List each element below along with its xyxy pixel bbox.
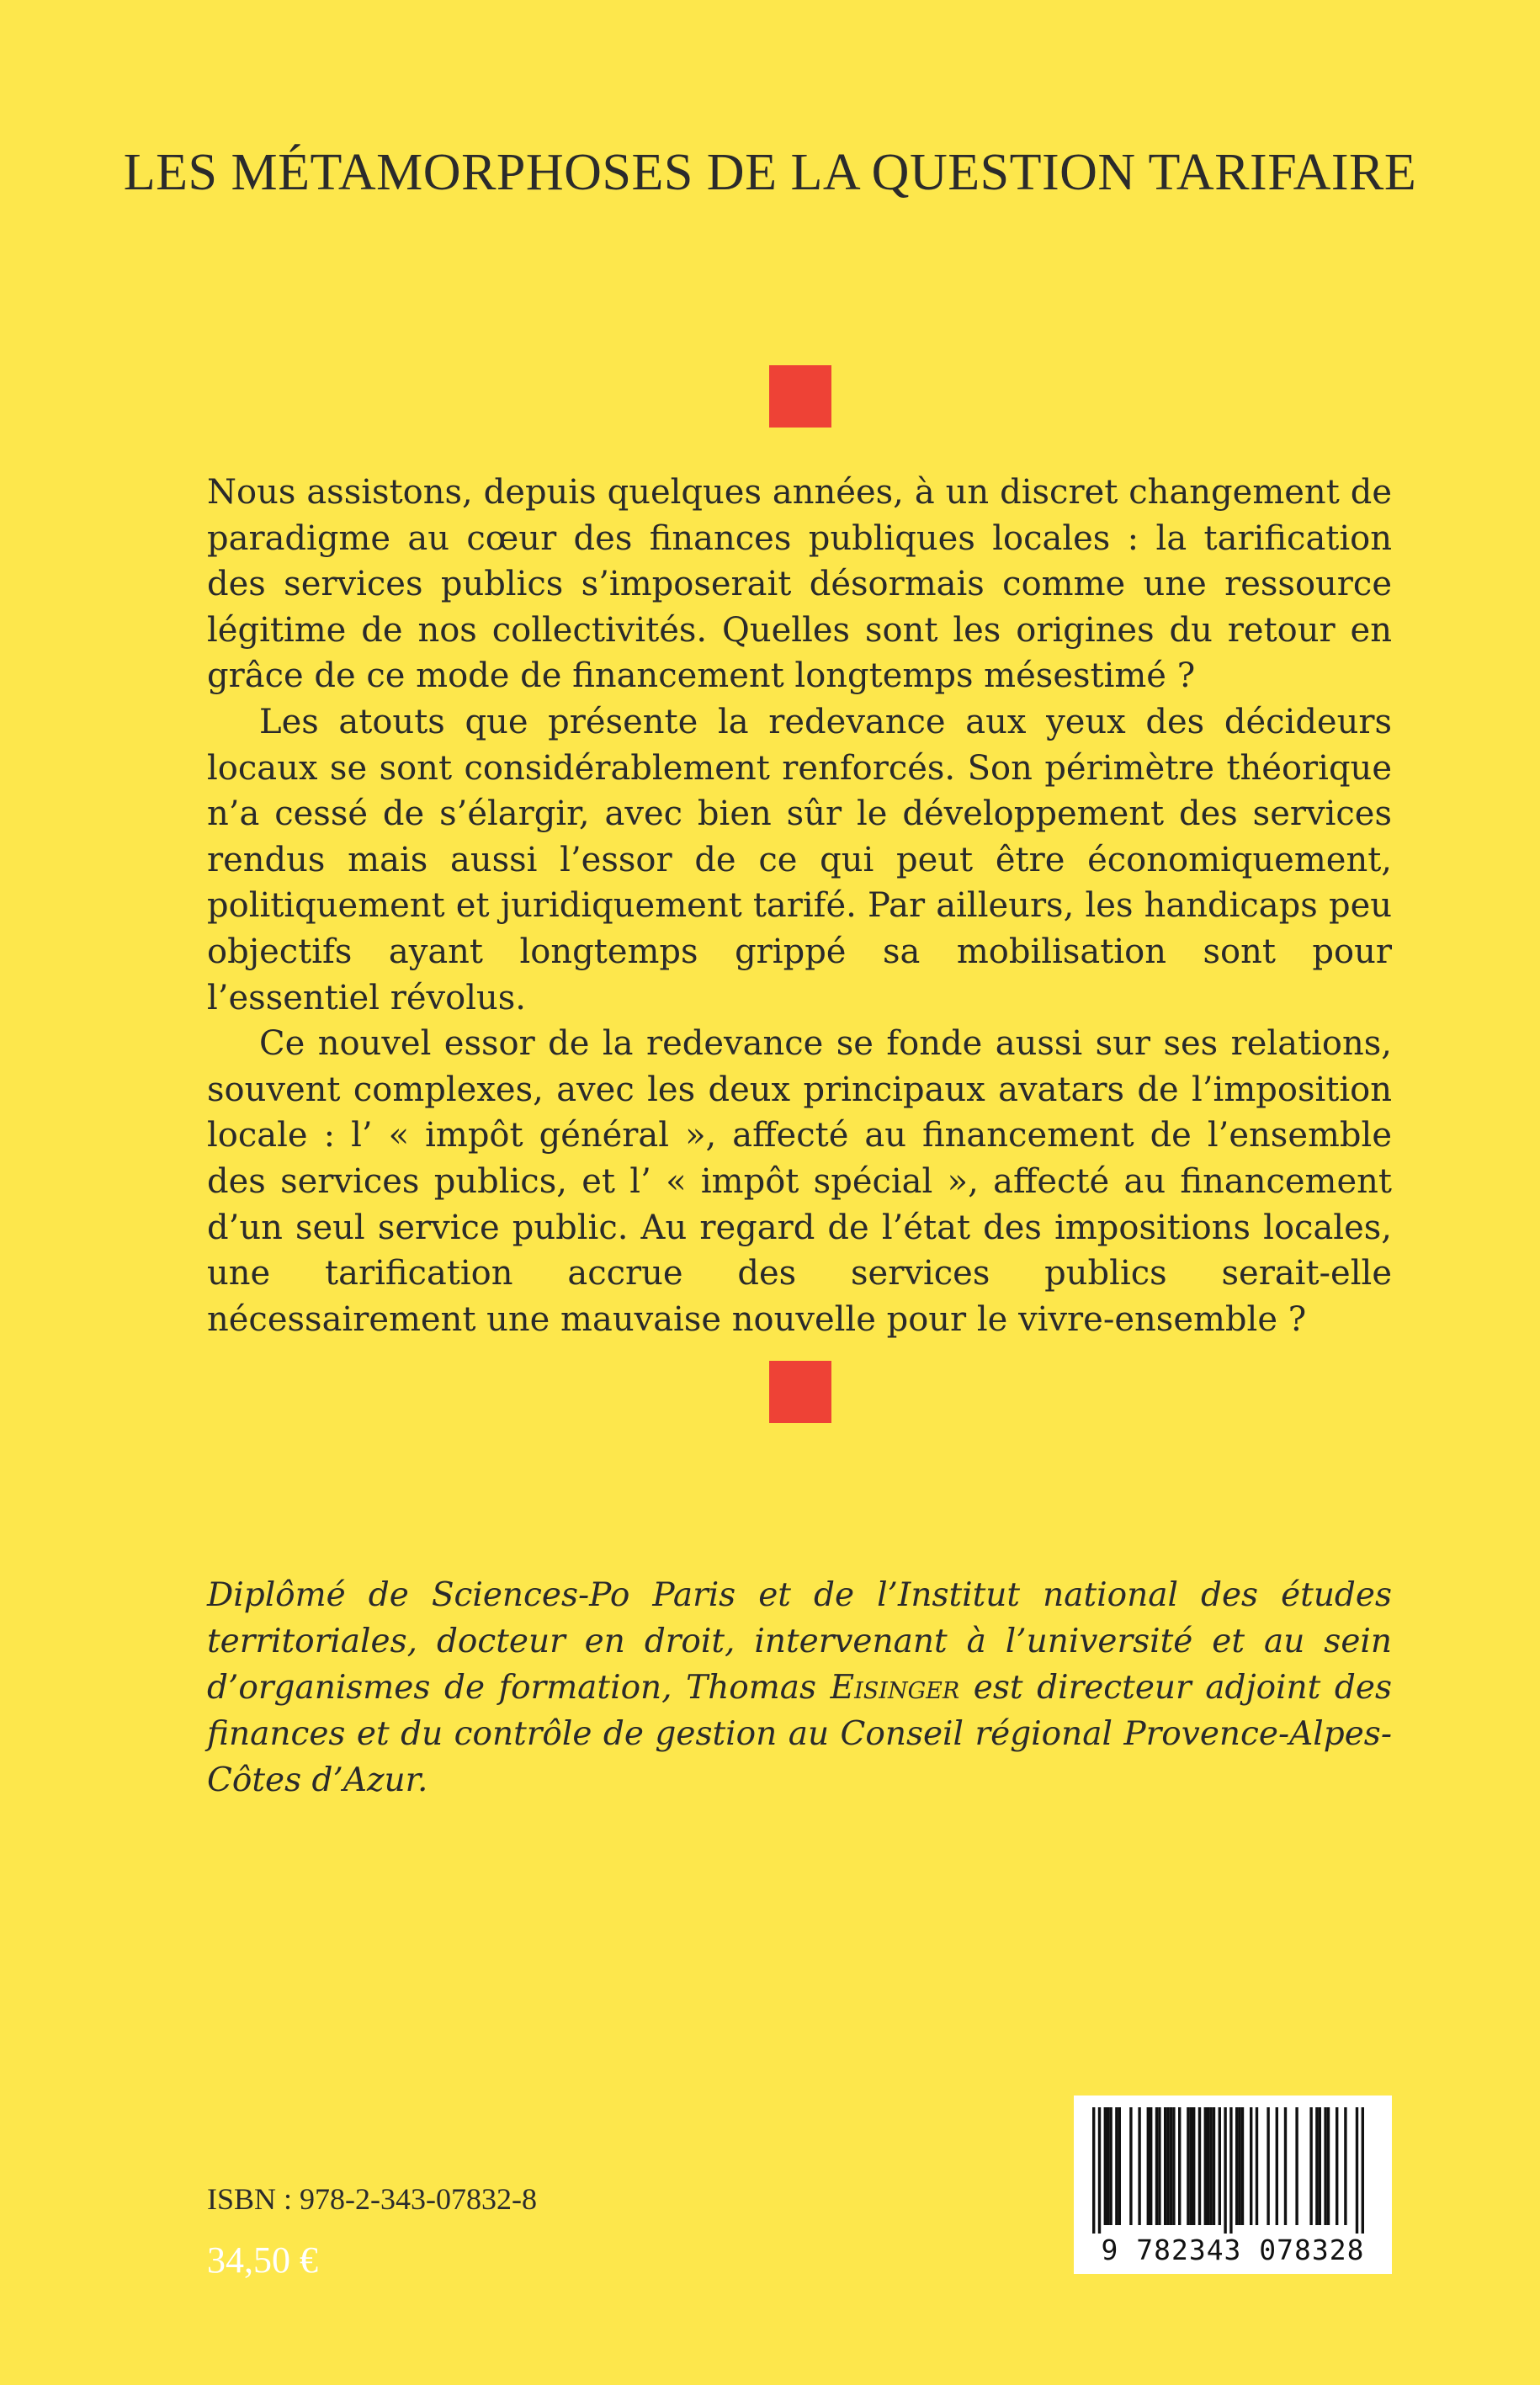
barcode-bar (1295, 2107, 1298, 2225)
author-name: Eisinger (830, 1669, 960, 1707)
decorative-square-bottom (769, 1361, 831, 1423)
barcode-digits: 9 782343 078328 (1101, 2234, 1365, 2266)
barcode-bar (1150, 2107, 1152, 2225)
barcode-bar (1235, 2107, 1238, 2225)
barcode (1074, 2096, 1392, 2274)
barcode-bar (1319, 2107, 1321, 2225)
barcode-bar (1238, 2107, 1240, 2225)
price: 34,50 € (207, 2239, 318, 2281)
barcode-bar (1170, 2107, 1172, 2225)
blurb-paragraph-3: Ce nouvel essor de la redevance se fonde aussi sur ses relations, souvent complexes, avec les deux principaux avatars de l’imposition locale : l’ « impôt général », affecté au financement de l’ensemble des services publics, et l’ « impôt spécial », affecté au financement d’un seul service public. Au regard de l’état des impositions locales, une tarification accrue des services publics serait-elle nécessairement une mauvaise nouvelle pour le vivre-ensemble ? (207, 1024, 1392, 1339)
book-title: LES MÉTAMORPHOSES DE LA QUESTION TARIFAIRE (123, 144, 1417, 201)
barcode-bar (1336, 2107, 1338, 2225)
isbn: ISBN : 978-2-343-07832-8 (207, 2182, 537, 2216)
barcode-bar (1092, 2107, 1095, 2234)
barcode-bar (1164, 2107, 1166, 2225)
author-bio (207, 1572, 1392, 1803)
author-bio-text-start: Diplômé de Sciences-Po Paris et de l’Institut national des études territoriales, docteur en droit, intervenant à l’université et au sein d’organismes de formation, Thomas (207, 1576, 1392, 1707)
barcode-bar (1172, 2107, 1175, 2225)
barcode-bar (1213, 2107, 1215, 2225)
barcode-bar (1104, 2107, 1107, 2225)
barcode-bar (1207, 2107, 1209, 2225)
barcode-bar (1187, 2107, 1189, 2225)
barcode-bar (1098, 2107, 1101, 2234)
barcode-bar (1198, 2107, 1201, 2225)
barcode-bar (1192, 2107, 1195, 2225)
barcode-bar (1190, 2107, 1192, 2225)
barcode-bar (1356, 2107, 1358, 2234)
barcode-bar (1129, 2107, 1132, 2225)
barcode-bar (1147, 2107, 1150, 2225)
barcode-bar (1209, 2107, 1212, 2225)
barcode-bar (1256, 2107, 1258, 2225)
barcode-bar (1362, 2107, 1364, 2234)
barcode-bar (1324, 2107, 1326, 2225)
barcode-bar (1229, 2107, 1232, 2234)
barcode-bar (1309, 2107, 1312, 2225)
barcode-bar (1204, 2107, 1207, 2225)
barcode-bar (1284, 2107, 1287, 2225)
barcode-bar (1158, 2107, 1160, 2225)
barcode-bar (1109, 2107, 1112, 2225)
barcode-bar (1224, 2107, 1226, 2234)
barcode-bar (1178, 2107, 1181, 2225)
barcode-bar (1241, 2107, 1244, 2225)
barcode-bar (1138, 2107, 1140, 2225)
barcode-bar (1276, 2107, 1278, 2225)
blurb (207, 470, 1392, 1342)
barcode-bar (1166, 2107, 1169, 2225)
barcode-bar (1315, 2107, 1318, 2225)
barcode-bar (1250, 2107, 1252, 2225)
barcode-bar (1118, 2107, 1121, 2225)
barcode-bar (1327, 2107, 1330, 2225)
author-bio-text-end: est directeur adjoint des finances et du contrôle de gestion au Conseil régional Provence-Alpes-Côtes d’Azur. (207, 1669, 1392, 1799)
decorative-square-top (769, 365, 831, 428)
barcode-bar (1115, 2107, 1118, 2225)
blurb-paragraph-2: Les atouts que présente la redevance aux yeux des décideurs locaux se sont considérablement renforcés. Son périmètre théorique n’a cessé de s’élargir, avec bien sûr le développement des services rendus mais aussi l’essor de ce qui peut être économiquement, politiquement et juridiquement tarifé. Par ailleurs, les handicaps peu objectifs ayant longtemps grippé sa mobilisation sont pour l’essentiel révolus. (207, 702, 1392, 1017)
barcode-bars (1092, 2107, 1373, 2234)
barcode-bar (1267, 2107, 1269, 2225)
blurb-paragraph-1: Nous assistons, depuis quelques années, à un discret changement de paradigme au cœur des finances publiques locales : la tarification des services publics s’imposerait désormais comme une ressource légitime de nos collectivités. Quelles sont les origines du retour en grâce de ce mode de financement longtemps mésestimé ? (207, 473, 1392, 696)
barcode-bar (1219, 2107, 1221, 2225)
barcode-bar (1155, 2107, 1158, 2225)
barcode-bar (1344, 2107, 1346, 2225)
barcode-bar (1107, 2107, 1109, 2225)
